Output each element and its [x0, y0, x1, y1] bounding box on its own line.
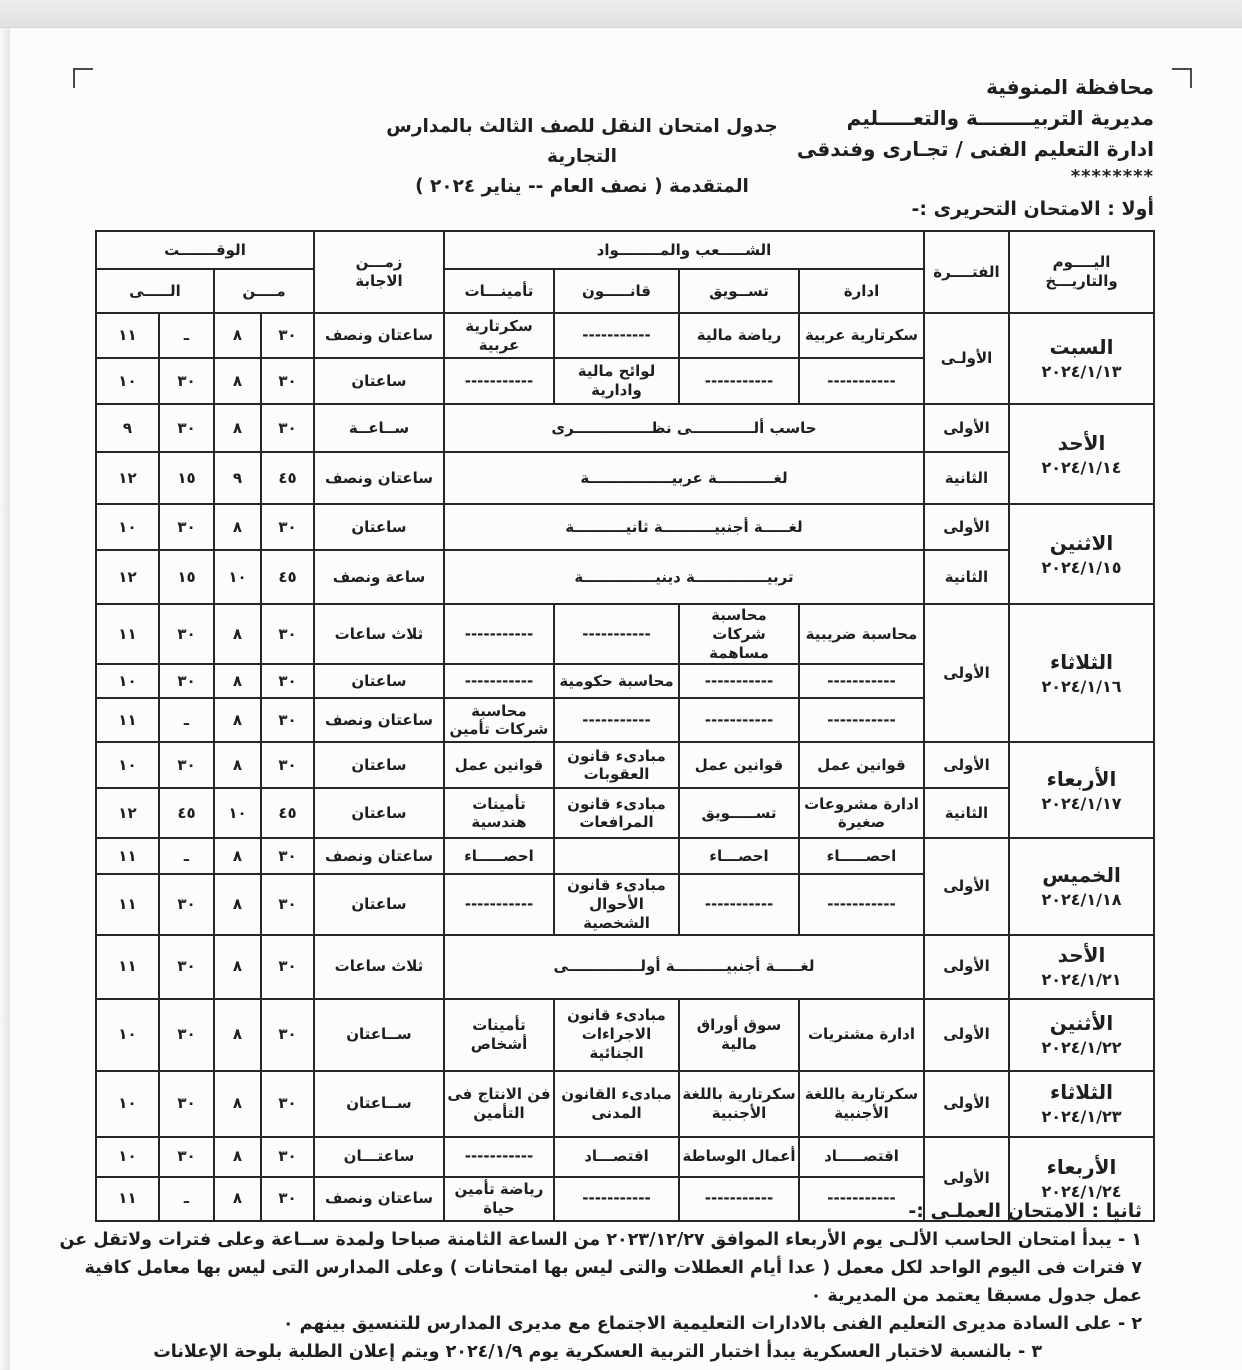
- insurance-cell: تأمينات هندسية: [444, 788, 554, 838]
- from-hour-cell: ٨: [214, 1071, 261, 1137]
- header-duration: [314, 231, 444, 313]
- admin-cell: احصـــــاء: [799, 838, 924, 874]
- to-hour-cell: ١٠: [96, 1071, 159, 1137]
- table-row: [96, 604, 1154, 664]
- header-marketing: تســويق: [679, 269, 799, 313]
- from-hour-cell: ١٠: [214, 550, 261, 604]
- law-cell: مبادىء قانون الاجراءات الجنائية: [554, 999, 679, 1071]
- to-hour-cell: ١٠: [96, 358, 159, 404]
- to-minutes-cell: ـ: [159, 313, 214, 358]
- from-minutes-cell: ٣٠: [261, 1177, 314, 1221]
- day-name: الاثنين: [1049, 530, 1114, 555]
- table-row: [96, 1137, 1154, 1177]
- law-cell: -----------: [554, 698, 679, 742]
- header-duration-line1: زمـــن: [355, 253, 403, 272]
- day-date: ٢٠٢٤/١/٢٤: [1041, 1182, 1122, 1201]
- notes-section: [55, 1200, 1142, 1366]
- to-hour-cell: ١١: [96, 935, 159, 999]
- directorate-line: مديرية التربيــــــــة والتعـــــليم: [846, 106, 1154, 130]
- day-name: الثلاثاء: [1050, 649, 1113, 674]
- day-date: ٢٠٢٤/١/١٦: [1041, 676, 1122, 696]
- from-minutes-cell: ٣٠: [261, 604, 314, 664]
- to-hour-cell: ١٠: [96, 504, 159, 550]
- law-cell: -----------: [554, 313, 679, 358]
- insurance-cell: تأمينات أشخاص: [444, 999, 554, 1071]
- note-1: ١ - يبدأ امتحان الحاسب الألـى يوم الأربعاء الموافق ٢٠٢٣/١٢/٢٧ من الساعة الثامنة صباحا ولمدة ســاعة وعلى فترات ولاتقل عن ٧ فترات فى اليوم الواحد لكل معمل ( عدا أيام العطلات والتى ليس بها امتحانات ) وعلى المدارس التى ليس بها معامل كافية عمل جدول مسبقا يعتمد من المديرية ٠: [59, 1230, 1142, 1306]
- to-minutes-cell: ٣٠: [159, 504, 214, 550]
- merged-subject-cell: تربيــــــــــــــة دينيــــــــــــــة: [444, 550, 924, 604]
- duration-cell: ســاعتان: [314, 1071, 444, 1137]
- admin-cell: سكرتارية عربية: [799, 313, 924, 358]
- marketing-cell: -----------: [679, 1177, 799, 1221]
- administration-line: ادارة التعليم الفنى / تجـارى وفندقى: [796, 137, 1154, 161]
- to-hour-cell: ٩: [96, 404, 159, 452]
- marketing-cell: أعمال الوساطة: [679, 1137, 799, 1177]
- from-minutes-cell: ٣٠: [261, 935, 314, 999]
- period-cell: الثانية: [924, 788, 1009, 838]
- to-minutes-cell: ٣٠: [159, 999, 214, 1071]
- from-hour-cell: ٨: [214, 504, 261, 550]
- governorate-line: محافظة المنوفية: [986, 75, 1154, 99]
- from-hour-cell: ٨: [214, 1177, 261, 1221]
- from-minutes-cell: ٣٠: [261, 1071, 314, 1137]
- admin-cell: محاسبة ضريبية: [799, 604, 924, 664]
- duration-cell: ساعتان ونصف: [314, 1177, 444, 1221]
- to-hour-cell: ١٢: [96, 550, 159, 604]
- duration-cell: ساعتان: [314, 664, 444, 698]
- table-row: [96, 452, 1154, 504]
- insurance-cell: -----------: [444, 1137, 554, 1177]
- note-3: ٣ - بالنسبة لاختبار العسكرية يبدأ اختبار التربية العسكرية يوم ٢٠٢٤/١/٩ ويتم إعلان الطلبة بلوحة الإعلانات: [153, 1342, 1042, 1362]
- crop-mark-top-left-icon: [73, 68, 93, 88]
- table-row: [96, 313, 1154, 358]
- duration-cell: ساعتـــان: [314, 1137, 444, 1177]
- to-minutes-cell: ٤٥: [159, 788, 214, 838]
- insurance-cell: -----------: [444, 664, 554, 698]
- note-2: ٢ - على السادة مديرى التعليم الفنى بالادارات التعليمية الاجتماع مع مديرى المدارس للتنسيق بينهم ٠: [282, 1314, 1142, 1334]
- header-period: الفتــــرة: [924, 231, 1009, 313]
- header-day-line2: والتاريـــخ: [1045, 272, 1118, 290]
- to-minutes-cell: ٣٠: [159, 742, 214, 788]
- duration-cell: ساعتان: [314, 504, 444, 550]
- law-cell: [554, 838, 679, 874]
- law-cell: لوائح مالية وادارية: [554, 358, 679, 404]
- from-minutes-cell: ٣٠: [261, 404, 314, 452]
- day-date: ٢٠٢٤/١/٢٢: [1041, 1038, 1122, 1057]
- table-row: [96, 742, 1154, 788]
- to-hour-cell: ١٠: [96, 999, 159, 1071]
- day-name: الثلاثاء: [1050, 1080, 1113, 1104]
- marketing-cell: -----------: [679, 698, 799, 742]
- insurance-cell: فن الانتاج فى التأمين: [444, 1071, 554, 1137]
- title-line-2: المتقدمة ( نصف العام -- يناير ٢٠٢٤ ): [415, 176, 749, 197]
- marketing-cell: سكرتارية باللغة الأجنبية: [679, 1071, 799, 1137]
- day-date: ٢٠٢٤/١/٢٣: [1041, 1107, 1122, 1126]
- from-minutes-cell: ٣٠: [261, 874, 314, 934]
- to-hour-cell: ١٠: [96, 1137, 159, 1177]
- day-cell-monday-15: [1009, 504, 1154, 604]
- header-law: قانـــــون: [554, 269, 679, 313]
- from-minutes-cell: ٣٠: [261, 504, 314, 550]
- admin-cell: قوانين عمل: [799, 742, 924, 788]
- period-cell: الأولى: [924, 504, 1009, 550]
- day-cell-sunday-14: [1009, 404, 1154, 504]
- header-time-to: الـــــى: [96, 269, 214, 313]
- insurance-cell: سكرتارية عربية: [444, 313, 554, 358]
- table-row: [96, 1071, 1154, 1137]
- from-minutes-cell: ٣٠: [261, 999, 314, 1071]
- table-row: [96, 504, 1154, 550]
- law-cell: -----------: [554, 1177, 679, 1221]
- marketing-cell: احصـــاء: [679, 838, 799, 874]
- insurance-cell: -----------: [444, 874, 554, 934]
- from-minutes-cell: ٣٠: [261, 664, 314, 698]
- to-hour-cell: ١١: [96, 838, 159, 874]
- day-cell-wednesday-17: [1009, 742, 1154, 838]
- day-date: ٢٠٢٤/١/١٣: [1041, 362, 1122, 381]
- period-cell: الثانية: [924, 550, 1009, 604]
- from-hour-cell: ٨: [214, 742, 261, 788]
- from-hour-cell: ٨: [214, 313, 261, 358]
- merged-subject-cell: لغـــــة أجنبيــــــــــة أولــــــــــــــى: [444, 935, 924, 999]
- header-day: [1009, 231, 1154, 313]
- admin-cell: سكرتارية باللغة الأجنبية: [799, 1071, 924, 1137]
- header-row-1: [96, 231, 1154, 269]
- period-cell: الأولى: [924, 742, 1009, 788]
- marketing-cell: سوق أوراق مالية: [679, 999, 799, 1071]
- from-minutes-cell: ٣٠: [261, 742, 314, 788]
- to-minutes-cell: ـ: [159, 1177, 214, 1221]
- day-date: ٢٠٢٤/١/٢١: [1041, 970, 1122, 989]
- document-title: [367, 112, 797, 202]
- duration-cell: ساعة ونصف: [314, 550, 444, 604]
- day-name: الأربعاء: [1046, 1155, 1117, 1179]
- law-cell: -----------: [554, 604, 679, 664]
- to-hour-cell: ١١: [96, 698, 159, 742]
- marketing-cell: -----------: [679, 664, 799, 698]
- law-cell: مبادىء قانون الأحوال الشخصية: [554, 874, 679, 934]
- exam-schedule-table: [95, 230, 1155, 1222]
- law-cell: مبادىء قانون العقوبات: [554, 742, 679, 788]
- from-hour-cell: ٨: [214, 999, 261, 1071]
- duration-cell: ساعتان: [314, 788, 444, 838]
- duration-cell: ساعتان: [314, 358, 444, 404]
- to-minutes-cell: ـ: [159, 838, 214, 874]
- admin-cell: -----------: [799, 358, 924, 404]
- viewer-top-strip: [0, 0, 1242, 28]
- from-minutes-cell: ٣٠: [261, 1137, 314, 1177]
- period-cell: الأولى: [924, 1137, 1009, 1221]
- admin-cell: ادارة مشروعات صغيرة: [799, 788, 924, 838]
- page-edge-shadow: [0, 28, 10, 1370]
- header-time-from: مــــن: [214, 269, 314, 313]
- from-hour-cell: ٨: [214, 935, 261, 999]
- table-row: [96, 788, 1154, 838]
- from-hour-cell: ٨: [214, 358, 261, 404]
- admin-cell: -----------: [799, 698, 924, 742]
- marketing-cell: رياضة مالية: [679, 313, 799, 358]
- from-minutes-cell: ٣٠: [261, 838, 314, 874]
- to-minutes-cell: ـ: [159, 698, 214, 742]
- period-cell: الثانية: [924, 452, 1009, 504]
- day-name: الخميس: [1042, 862, 1121, 887]
- section-heading-practical-exam: ثانيا : الامتحان العملـى :-: [908, 1200, 1142, 1222]
- header-day-line1: اليــــوم: [1052, 253, 1111, 272]
- from-hour-cell: ٨: [214, 838, 261, 874]
- duration-cell: ساعتان ونصف: [314, 838, 444, 874]
- header-admin: ادارة: [799, 269, 924, 313]
- day-cell-tuesday-23: [1009, 1071, 1154, 1137]
- to-minutes-cell: ٣٠: [159, 664, 214, 698]
- insurance-cell: محاسبة شركات تأمين: [444, 698, 554, 742]
- day-name: الأحد: [1057, 430, 1106, 455]
- day-cell-saturday-13: [1009, 313, 1154, 404]
- day-date: ٢٠٢٤/١/١٤: [1041, 457, 1122, 477]
- separator-stars: ********: [1070, 166, 1154, 187]
- from-hour-cell: ١٠: [214, 788, 261, 838]
- period-cell: الأولى: [924, 838, 1009, 934]
- marketing-cell: تســـــويق: [679, 788, 799, 838]
- to-minutes-cell: ٣٠: [159, 1137, 214, 1177]
- organization-header: [797, 72, 1154, 189]
- to-hour-cell: ١١: [96, 1177, 159, 1221]
- duration-cell: ساعتان ونصف: [314, 313, 444, 358]
- from-minutes-cell: ٣٠: [261, 358, 314, 404]
- title-line-1: جدول امتحان النقل للصف الثالث بالمدارس التجارية: [386, 116, 778, 167]
- header-duration-line2: الاجابة: [355, 272, 403, 290]
- scanned-page: [0, 28, 1242, 1370]
- from-hour-cell: ٩: [214, 452, 261, 504]
- to-hour-cell: ١٠: [96, 664, 159, 698]
- from-minutes-cell: ٤٥: [261, 452, 314, 504]
- marketing-cell: محاسبة شركات مساهمة: [679, 604, 799, 664]
- day-cell-monday-22: [1009, 999, 1154, 1071]
- to-hour-cell: ١٢: [96, 788, 159, 838]
- header-insurance: تأمينـــات: [444, 269, 554, 313]
- admin-cell: اقتصـــــاد: [799, 1137, 924, 1177]
- period-cell: الأولى: [924, 1071, 1009, 1137]
- day-date: ٢٠٢٤/١/١٨: [1041, 889, 1122, 909]
- table-row: [96, 404, 1154, 452]
- insurance-cell: -----------: [444, 358, 554, 404]
- day-name: الأحد: [1057, 943, 1106, 967]
- period-cell: الأولى: [924, 604, 1009, 742]
- admin-cell: -----------: [799, 1177, 924, 1221]
- from-minutes-cell: ٣٠: [261, 313, 314, 358]
- from-minutes-cell: ٤٥: [261, 550, 314, 604]
- law-cell: مبادىء القانون المدنى: [554, 1071, 679, 1137]
- to-minutes-cell: ٣٠: [159, 358, 214, 404]
- merged-subject-cell: لغـــــــــــة عربيــــــــــــــــة: [444, 452, 924, 504]
- day-name: الأثنين: [1049, 1011, 1114, 1035]
- duration-cell: ســاعــة: [314, 404, 444, 452]
- to-minutes-cell: ٣٠: [159, 604, 214, 664]
- marketing-cell: -----------: [679, 358, 799, 404]
- merged-subject-cell: حاسب ألــــــــــــى نظـــــــــــــــرى: [444, 404, 924, 452]
- period-cell: الأولى: [924, 999, 1009, 1071]
- insurance-cell: -----------: [444, 604, 554, 664]
- marketing-cell: -----------: [679, 874, 799, 934]
- period-cell: الأولـى: [924, 313, 1009, 404]
- header-time-group: الوقـــــــت: [96, 231, 314, 269]
- law-cell: مبادىء قانون المرافعات: [554, 788, 679, 838]
- table-row: [96, 935, 1154, 999]
- law-cell: محاسبة حكومية: [554, 664, 679, 698]
- day-date: ٢٠٢٤/١/١٧: [1041, 793, 1122, 813]
- from-hour-cell: ٨: [214, 664, 261, 698]
- duration-cell: ساعتان: [314, 874, 444, 934]
- to-minutes-cell: ١٥: [159, 452, 214, 504]
- table-row: [96, 838, 1154, 874]
- from-minutes-cell: ٣٠: [261, 698, 314, 742]
- header-subjects-group: الشـــــعب والمــــــــواد: [444, 231, 924, 269]
- day-name: الأربعاء: [1046, 766, 1117, 791]
- to-minutes-cell: ٣٠: [159, 1071, 214, 1137]
- crop-mark-top-right-icon: [1172, 68, 1192, 88]
- duration-cell: ســاعتان: [314, 999, 444, 1071]
- from-hour-cell: ٨: [214, 874, 261, 934]
- from-minutes-cell: ٤٥: [261, 788, 314, 838]
- from-hour-cell: ٨: [214, 404, 261, 452]
- marketing-cell: قوانين عمل: [679, 742, 799, 788]
- insurance-cell: احصـــــاء: [444, 838, 554, 874]
- table-row: [96, 550, 1154, 604]
- admin-cell: -----------: [799, 874, 924, 934]
- duration-cell: ثلاث ساعات: [314, 604, 444, 664]
- insurance-cell: رياضة تأمين حياة: [444, 1177, 554, 1221]
- insurance-cell: قوانين عمل: [444, 742, 554, 788]
- from-hour-cell: ٨: [214, 698, 261, 742]
- day-name: السبت: [1049, 335, 1114, 359]
- duration-cell: ساعتان ونصف: [314, 698, 444, 742]
- to-minutes-cell: ١٥: [159, 550, 214, 604]
- to-hour-cell: ١١: [96, 604, 159, 664]
- day-date: ٢٠٢٤/١/١٥: [1041, 557, 1122, 577]
- to-hour-cell: ١١: [96, 313, 159, 358]
- admin-cell: -----------: [799, 664, 924, 698]
- period-cell: الأولى: [924, 404, 1009, 452]
- period-cell: الأولى: [924, 935, 1009, 999]
- duration-cell: ساعتان: [314, 742, 444, 788]
- day-cell-thursday-18: [1009, 838, 1154, 934]
- law-cell: اقتصـــاد: [554, 1137, 679, 1177]
- to-hour-cell: ١٠: [96, 742, 159, 788]
- duration-cell: ثلاث ساعات: [314, 935, 444, 999]
- duration-cell: ساعتان ونصف: [314, 452, 444, 504]
- merged-subject-cell: لغـــــة أجنبيــــــــــة ثانيــــــــــة: [444, 504, 924, 550]
- to-hour-cell: ١٢: [96, 452, 159, 504]
- to-minutes-cell: ٣٠: [159, 874, 214, 934]
- from-hour-cell: ٨: [214, 1137, 261, 1177]
- from-hour-cell: ٨: [214, 604, 261, 664]
- admin-cell: ادارة مشتريات: [799, 999, 924, 1071]
- to-hour-cell: ١١: [96, 874, 159, 934]
- day-cell-tuesday-16: [1009, 604, 1154, 742]
- section-heading-written-exam: أولا : الامتحان التحريرى :-: [911, 198, 1154, 220]
- to-minutes-cell: ٣٠: [159, 935, 214, 999]
- table-row: [96, 999, 1154, 1071]
- day-cell-sunday-21: [1009, 935, 1154, 999]
- to-minutes-cell: ٣٠: [159, 404, 214, 452]
